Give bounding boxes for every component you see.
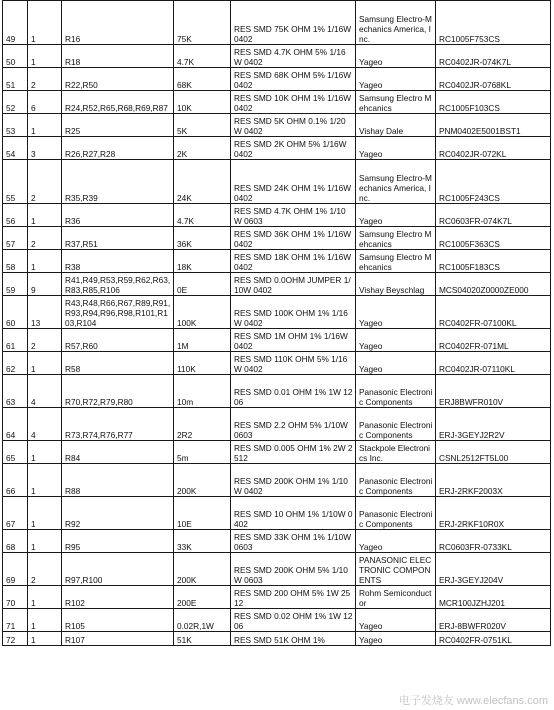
manufacturer-cell: Samsung Electro-Mechanics America, Inc. (356, 160, 436, 204)
item-number-cell: 51 (3, 68, 28, 91)
item-number-cell: 69 (3, 553, 28, 586)
quantity-cell: 13 (28, 296, 62, 329)
table-row (3, 204, 551, 227)
part-number-cell: RC0402FR-0751KL (436, 632, 551, 646)
description-cell: RES SMD 4.7K OHM 1% 1/10W 0603 (231, 204, 356, 227)
quantity-cell: 1 (28, 609, 62, 632)
part-number-cell: RC0402JR-07110KL (436, 352, 551, 375)
quantity-cell: 1 (28, 114, 62, 137)
manufacturer-cell: Panasonic Electronic Components (356, 497, 436, 530)
bom-table (2, 0, 551, 646)
item-number-cell: 56 (3, 204, 28, 227)
table-row (3, 586, 551, 609)
reference-designator-cell: R18 (62, 45, 174, 68)
reference-designator-cell: R36 (62, 204, 174, 227)
value-cell: 5K (174, 114, 231, 137)
manufacturer-cell: Samsung Electro Mehcanics (356, 250, 436, 273)
part-number-cell: ERJ-2RKF2003X (436, 464, 551, 497)
description-cell: RES SMD 100K OHM 1% 1/16W 0402 (231, 296, 356, 329)
value-cell: 10m (174, 375, 231, 408)
item-number-cell: 67 (3, 497, 28, 530)
description-cell: RES SMD 0.01 OHM 1% 1W 1206 (231, 375, 356, 408)
table-row (3, 441, 551, 464)
quantity-cell: 2 (28, 329, 62, 352)
description-cell: RES SMD 1M OHM 1% 1/16W 0402 (231, 329, 356, 352)
description-cell: RES SMD 36K OHM 1% 1/16W 0402 (231, 227, 356, 250)
quantity-cell: 1 (28, 464, 62, 497)
reference-designator-cell: R107 (62, 632, 174, 646)
reference-designator-cell: R37,R51 (62, 227, 174, 250)
item-number-cell: 65 (3, 441, 28, 464)
part-number-cell: CSNL2512FT5L00 (436, 441, 551, 464)
value-cell: 200K (174, 553, 231, 586)
quantity-cell: 2 (28, 160, 62, 204)
value-cell: 0.02R,1W (174, 609, 231, 632)
quantity-cell: 2 (28, 553, 62, 586)
value-cell: 75K (174, 1, 231, 45)
value-cell: 200K (174, 464, 231, 497)
value-cell: 200E (174, 586, 231, 609)
description-cell: RES SMD 51K OHM 1% (231, 632, 356, 646)
item-number-cell: 63 (3, 375, 28, 408)
part-number-cell: MCR100JZHJ201 (436, 586, 551, 609)
table-row (3, 114, 551, 137)
part-number-cell: RC0603FR-074K7L (436, 204, 551, 227)
reference-designator-cell: R58 (62, 352, 174, 375)
description-cell: RES SMD 10K OHM 1% 1/16W 0402 (231, 91, 356, 114)
manufacturer-cell: Panasonic Electronic Components (356, 375, 436, 408)
quantity-cell: 1 (28, 352, 62, 375)
reference-designator-cell: R92 (62, 497, 174, 530)
value-cell: 24K (174, 160, 231, 204)
manufacturer-cell: Yageo (356, 329, 436, 352)
table-row (3, 408, 551, 441)
manufacturer-cell: Yageo (356, 68, 436, 91)
table-row (3, 68, 551, 91)
item-number-cell: 66 (3, 464, 28, 497)
item-number-cell: 61 (3, 329, 28, 352)
part-number-cell: RC1005F103CS (436, 91, 551, 114)
reference-designator-cell: R43,R48,R66,R67,R89,R91,R93,R94,R96,R98,R101,R103,R104 (62, 296, 174, 329)
quantity-cell: 1 (28, 497, 62, 530)
value-cell: 4.7K (174, 45, 231, 68)
value-cell: 4.7K (174, 204, 231, 227)
item-number-cell: 70 (3, 586, 28, 609)
manufacturer-cell: Yageo (356, 352, 436, 375)
reference-designator-cell: R38 (62, 250, 174, 273)
manufacturer-cell: Stackpole Electronics Inc. (356, 441, 436, 464)
item-number-cell: 64 (3, 408, 28, 441)
reference-designator-cell: R102 (62, 586, 174, 609)
value-cell: 36K (174, 227, 231, 250)
manufacturer-cell: Samsung Electro-Mechanics America, Inc. (356, 1, 436, 45)
part-number-cell: ERJ-8BWFR020V (436, 609, 551, 632)
item-number-cell: 57 (3, 227, 28, 250)
table-row (3, 227, 551, 250)
manufacturer-cell: Panasonic Electronic Components (356, 408, 436, 441)
watermark: 电子发烧友 www.elecfans.com (398, 695, 548, 707)
table-row (3, 464, 551, 497)
quantity-cell: 9 (28, 273, 62, 296)
manufacturer-cell: Yageo (356, 530, 436, 553)
table-row (3, 609, 551, 632)
manufacturer-cell: PANASONIC ELECTRONIC COMPONENTS (356, 553, 436, 586)
manufacturer-cell: Yageo (356, 296, 436, 329)
item-number-cell: 72 (3, 632, 28, 646)
value-cell: 18K (174, 250, 231, 273)
value-cell: 51K (174, 632, 231, 646)
reference-designator-cell: R35,R39 (62, 160, 174, 204)
part-number-cell: ERJ-2RKF10R0X (436, 497, 551, 530)
part-number-cell: RC0402FR-071ML (436, 329, 551, 352)
item-number-cell: 71 (3, 609, 28, 632)
part-number-cell: RC1005F753CS (436, 1, 551, 45)
description-cell: RES SMD 110K OHM 5% 1/16W 0402 (231, 352, 356, 375)
table-row (3, 553, 551, 586)
reference-designator-cell: R70,R72,R79,R80 (62, 375, 174, 408)
item-number-cell: 58 (3, 250, 28, 273)
part-number-cell: RC1005F183CS (436, 250, 551, 273)
table-row (3, 375, 551, 408)
reference-designator-cell: R41,R49,R53,R59,R62,R63,R83,R85,R106 (62, 273, 174, 296)
value-cell: 0E (174, 273, 231, 296)
part-number-cell: ERJ-3GEYJ204V (436, 553, 551, 586)
item-number-cell: 55 (3, 160, 28, 204)
table-row (3, 91, 551, 114)
reference-designator-cell: R88 (62, 464, 174, 497)
item-number-cell: 68 (3, 530, 28, 553)
part-number-cell: RC1005F243CS (436, 160, 551, 204)
table-row (3, 250, 551, 273)
reference-designator-cell: R73,R74,R76,R77 (62, 408, 174, 441)
quantity-cell: 4 (28, 375, 62, 408)
manufacturer-cell: Yageo (356, 45, 436, 68)
quantity-cell: 1 (28, 45, 62, 68)
item-number-cell: 54 (3, 137, 28, 160)
table-row (3, 497, 551, 530)
description-cell: RES SMD 2K OHM 5% 1/16W 0402 (231, 137, 356, 160)
part-number-cell: RC1005F363CS (436, 227, 551, 250)
table-row (3, 45, 551, 68)
table-row (3, 632, 551, 646)
value-cell: 68K (174, 68, 231, 91)
quantity-cell: 1 (28, 204, 62, 227)
reference-designator-cell: R97,R100 (62, 553, 174, 586)
quantity-cell: 2 (28, 68, 62, 91)
table-row (3, 530, 551, 553)
description-cell: RES SMD 0.02 OHM 1% 1W 1206 (231, 609, 356, 632)
manufacturer-cell: Samsung Electro Mehcanics (356, 91, 436, 114)
manufacturer-cell: Yageo (356, 204, 436, 227)
quantity-cell: 1 (28, 586, 62, 609)
value-cell: 2K (174, 137, 231, 160)
table-row (3, 352, 551, 375)
reference-designator-cell: R105 (62, 609, 174, 632)
quantity-cell: 4 (28, 408, 62, 441)
value-cell: 2R2 (174, 408, 231, 441)
table-row (3, 329, 551, 352)
item-number-cell: 50 (3, 45, 28, 68)
manufacturer-cell: Yageo (356, 632, 436, 646)
reference-designator-cell: R57,R60 (62, 329, 174, 352)
reference-designator-cell: R25 (62, 114, 174, 137)
value-cell: 33K (174, 530, 231, 553)
part-number-cell: PNM0402E5001BST1 (436, 114, 551, 137)
bom-table-body (3, 1, 551, 646)
description-cell: RES SMD 200K OHM 5% 1/10W 0603 (231, 553, 356, 586)
description-cell: RES SMD 18K OHM 1% 1/16W 0402 (231, 250, 356, 273)
description-cell: RES SMD 0.0OHM JUMPER 1/10W 0402 (231, 273, 356, 296)
description-cell: RES SMD 200 OHM 5% 1W 2512 (231, 586, 356, 609)
reference-designator-cell: R95 (62, 530, 174, 553)
manufacturer-cell: Yageo (356, 609, 436, 632)
item-number-cell: 60 (3, 296, 28, 329)
value-cell: 100K (174, 296, 231, 329)
part-number-cell: ERJ-3GEYJ2R2V (436, 408, 551, 441)
table-row (3, 1, 551, 45)
reference-designator-cell: R24,R52,R65,R68,R69,R87 (62, 91, 174, 114)
part-number-cell: ERJ8BWFR010V (436, 375, 551, 408)
value-cell: 110K (174, 352, 231, 375)
part-number-cell: RC0402FR-07100KL (436, 296, 551, 329)
reference-designator-cell: R84 (62, 441, 174, 464)
value-cell: 1M (174, 329, 231, 352)
table-row (3, 296, 551, 329)
description-cell: RES SMD 33K OHM 1% 1/10W 0603 (231, 530, 356, 553)
part-number-cell: MCS04020Z0000ZE000 (436, 273, 551, 296)
description-cell: RES SMD 68K OHM 5% 1/16W 0402 (231, 68, 356, 91)
item-number-cell: 59 (3, 273, 28, 296)
quantity-cell: 1 (28, 530, 62, 553)
part-number-cell: RC0402JR-072KL (436, 137, 551, 160)
quantity-cell: 1 (28, 1, 62, 45)
quantity-cell: 6 (28, 91, 62, 114)
description-cell: RES SMD 10 OHM 1% 1/10W 0402 (231, 497, 356, 530)
quantity-cell: 1 (28, 250, 62, 273)
description-cell: RES SMD 75K OHM 1% 1/16W 0402 (231, 1, 356, 45)
item-number-cell: 49 (3, 1, 28, 45)
quantity-cell: 3 (28, 137, 62, 160)
table-row (3, 137, 551, 160)
item-number-cell: 52 (3, 91, 28, 114)
description-cell: RES SMD 0.005 OHM 1% 2W 2512 (231, 441, 356, 464)
description-cell: RES SMD 2.2 OHM 5% 1/10W 0603 (231, 408, 356, 441)
manufacturer-cell: Rohm Semiconductor (356, 586, 436, 609)
reference-designator-cell: R26,R27,R28 (62, 137, 174, 160)
item-number-cell: 53 (3, 114, 28, 137)
manufacturer-cell: Yageo (356, 137, 436, 160)
reference-designator-cell: R22,R50 (62, 68, 174, 91)
part-number-cell: RC0402JR-074K7L (436, 45, 551, 68)
table-row (3, 273, 551, 296)
quantity-cell: 1 (28, 441, 62, 464)
description-cell: RES SMD 4.7K OHM 5% 1/16W 0402 (231, 45, 356, 68)
manufacturer-cell: Panasonic Electronic Components (356, 464, 436, 497)
part-number-cell: RC0603FR-0733KL (436, 530, 551, 553)
value-cell: 10K (174, 91, 231, 114)
part-number-cell: RC0402JR-0768KL (436, 68, 551, 91)
manufacturer-cell: Vishay Beyschlag (356, 273, 436, 296)
quantity-cell: 1 (28, 632, 62, 646)
table-row (3, 160, 551, 204)
description-cell: RES SMD 200K OHM 1% 1/10W 0402 (231, 464, 356, 497)
quantity-cell: 2 (28, 227, 62, 250)
description-cell: RES SMD 24K OHM 1% 1/16W 0402 (231, 160, 356, 204)
value-cell: 10E (174, 497, 231, 530)
manufacturer-cell: Samsung Electro Mehcanics (356, 227, 436, 250)
value-cell: 5m (174, 441, 231, 464)
description-cell: RES SMD 5K OHM 0.1% 1/20W 0402 (231, 114, 356, 137)
item-number-cell: 62 (3, 352, 28, 375)
manufacturer-cell: Vishay Dale (356, 114, 436, 137)
reference-designator-cell: R16 (62, 1, 174, 45)
